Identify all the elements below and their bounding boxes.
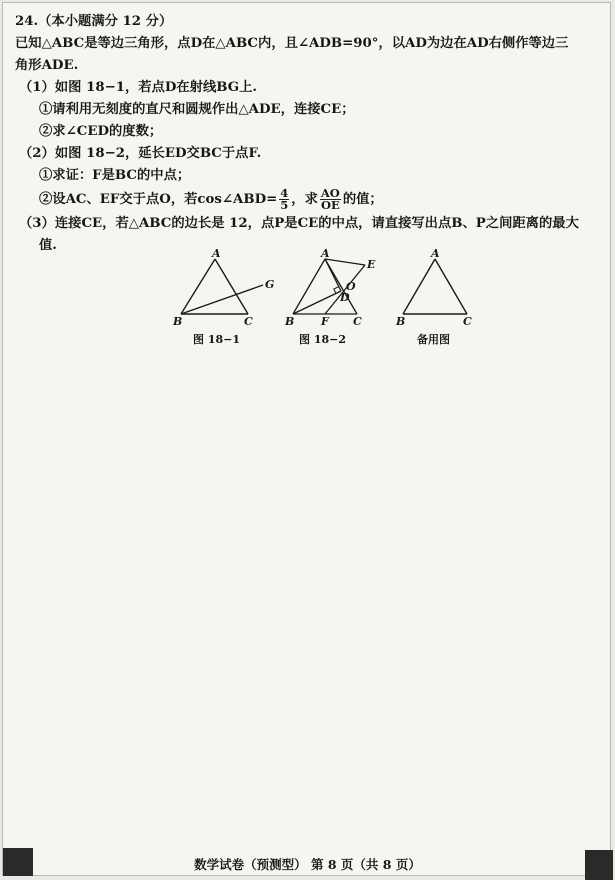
fraction2-numerator: AO [320,186,340,200]
fig1-label-b: B [173,315,183,328]
figure-spare [395,247,479,346]
question-24 [15,11,609,257]
fig2-label-b: B [285,315,295,328]
part2-sub-b-mid: ，求 [291,192,318,207]
scan-corner-left [3,848,33,876]
part2-sub-b [15,187,609,213]
question-stem-line2: 角形ADE. [15,58,79,73]
figures-row [173,247,473,347]
figure-18-2 [285,247,377,346]
fraction1-numerator: 4 [280,186,289,200]
fig2-segment-ad [325,259,341,291]
part2-sub-a: ①求证：F是BC的中点； [39,168,191,183]
part3-line2: 值. [39,238,57,253]
part1-sub-a: ①请利用无刻度的直尺和圆规作出△ADE，连接CE； [39,102,355,117]
fig3-label-c: C [463,315,472,328]
question-heading: 24.（本小题满分 12 分） [15,14,173,29]
fig3-label-b: B [396,315,406,328]
scan-corner-right [585,850,613,880]
figure-18-2-diagram [285,247,377,329]
fig1-side-ab [181,259,215,314]
part2-text: （2）如图 18−2，延长ED交BC于点F. [19,146,262,161]
part1-text: （1）如图 18−1，若点D在射线BG上. [19,80,258,95]
figure-18-1 [173,247,275,346]
fig1-ray-bg [181,285,263,314]
fig1-label-c: C [244,315,253,328]
fig3-side-ac [435,259,467,314]
fig2-segment-ae [325,259,365,265]
part2-sub-b-pre: ②设AC、EF交于点O，若cos∠ABD= [39,192,278,207]
fig2-label-c: C [353,315,362,328]
figure-spare-diagram [395,247,479,329]
part2-sub-b-post: 的值； [342,192,383,207]
fraction-four-fifths [279,188,289,211]
fig1-side-ac [215,259,248,314]
fig2-label-e: E [367,258,376,271]
fraction2-denominator: OE [320,198,340,212]
fig2-label-o: O [346,280,356,293]
fig1-label-g: G [265,278,275,291]
page-footer: 数学试卷（预测型） 第 8 页（共 8 页） [194,857,421,872]
part1-sub-b: ②求∠CED的度数； [39,124,163,139]
fig3-label-a: A [431,247,440,260]
fraction1-denominator: 5 [280,198,289,212]
fig2-label-a: A [321,247,330,260]
exam-page [2,2,611,876]
fig3-caption: 备用图 [417,333,450,346]
fig2-label-d: D [340,291,350,304]
fig1-label-a: A [212,247,221,260]
figure-18-1-diagram [173,247,273,329]
fig2-caption: 图 18−2 [299,333,347,346]
fig2-label-f: F [321,315,329,328]
question-stem-line1: 已知△ABC是等边三角形，点D在△ABC内，且∠ADB=90°，以AD为边在AD右侧作等边三 [15,36,569,51]
fraction-ao-oe [320,188,341,211]
fig1-caption: 图 18−1 [193,333,241,346]
fig3-side-ab [403,259,435,314]
part3-line1: （3）连接CE，若△ABC的边长是 12，点P是CE的中点，请直接写出点B、P之间距离的最大 [19,216,579,231]
